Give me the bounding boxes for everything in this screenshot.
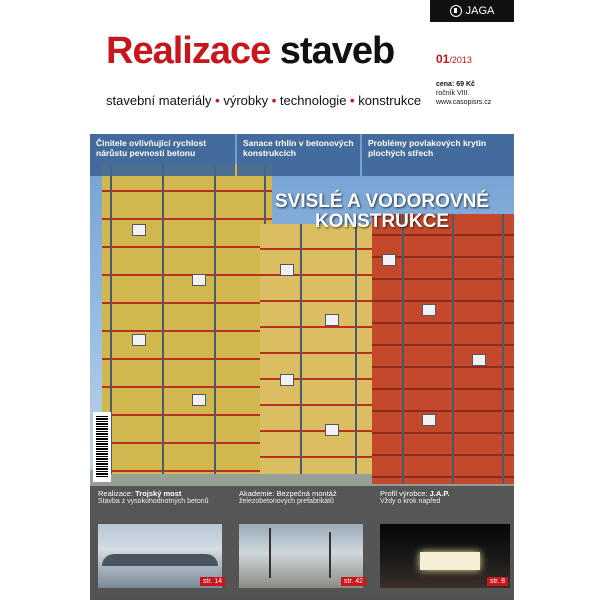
crane-mast [269, 528, 271, 578]
scaffold-pole [502, 214, 504, 484]
page-ref: str. 42 [341, 577, 366, 586]
issue-number [436, 52, 472, 66]
card-heading [231, 486, 372, 498]
window [382, 254, 396, 266]
separator: • [215, 93, 220, 108]
card-label: Profil výrobce: [380, 489, 428, 498]
scaffold-pole [452, 214, 454, 484]
scaffold-pole [162, 164, 164, 474]
cover-headline [275, 192, 489, 232]
feature-card [90, 486, 231, 600]
subtitle-topics [106, 93, 421, 108]
publisher-logo [430, 0, 514, 22]
issue-num: 01 [436, 52, 450, 66]
card-text: Vždy o krok napřed [380, 498, 441, 505]
publisher-name: JAGA [465, 5, 495, 17]
price: cena: 69 Kč [436, 81, 475, 88]
card-text: železobetonových prefabrikátů [239, 498, 334, 505]
website: www.casopisrs.cz [436, 99, 492, 106]
card-title: J.A.P. [429, 489, 450, 498]
scaffold-pole [402, 214, 404, 484]
window [325, 424, 339, 436]
card-heading [90, 486, 231, 498]
title-black: staveb [279, 30, 395, 72]
price-info [436, 80, 491, 107]
window [325, 314, 339, 326]
window [422, 414, 436, 426]
topic-1: stavební materiály [106, 93, 212, 108]
issue-year: /2013 [449, 55, 472, 65]
building-yellow-2 [260, 224, 380, 474]
card-heading [372, 486, 514, 498]
topic-3: technologie [279, 93, 347, 108]
card-title: Trojský most [135, 489, 182, 498]
window [472, 354, 486, 366]
headline-line-2: KONSTRUKCE [314, 211, 450, 232]
crane-mast [329, 532, 331, 578]
page-ref: str. 14 [200, 577, 225, 586]
feature-card [372, 486, 514, 600]
scaffold-pole [355, 224, 357, 474]
building-red [372, 214, 514, 484]
feature-box-1: Činitele ovlivňující rychlost nárůstu pevnosti betonu [90, 134, 235, 176]
separator: • [350, 93, 355, 108]
magazine-cover [90, 0, 514, 600]
barcode-icon [93, 412, 111, 482]
volume: ročník VIII. [436, 90, 470, 97]
feature-box-3: Problémy povlakových krytin plochých střech [362, 134, 514, 176]
title-red: Realizace [106, 30, 271, 72]
headline-line-1: SVISLÉ A VODOROVNÉ [275, 191, 489, 212]
feature-card [231, 486, 372, 600]
window [132, 334, 146, 346]
window [132, 224, 146, 236]
separator: • [271, 93, 277, 108]
topic-4: konstrukce [358, 93, 422, 108]
feature-box-2: Sanace trhlin v betonových konstrukcích [237, 134, 360, 176]
window [280, 374, 294, 386]
card-title: Bezpečná montáž [276, 489, 337, 498]
card-text: Stavba z vysokohodnotných betonů [98, 498, 209, 505]
page-ref: str. 8 [487, 577, 508, 586]
jaga-logo-icon [450, 5, 462, 17]
magazine-title [106, 30, 394, 73]
window [192, 394, 206, 406]
bottom-features [90, 486, 514, 600]
window [192, 274, 206, 286]
card-label: Realizace: [98, 489, 134, 498]
scaffold-pole [300, 224, 302, 474]
scaffold-pole [214, 164, 216, 474]
card-label: Akademie: [239, 489, 275, 498]
building-yellow [102, 164, 272, 474]
topic-2: výrobky [223, 93, 269, 108]
window [280, 264, 294, 276]
window [422, 304, 436, 316]
